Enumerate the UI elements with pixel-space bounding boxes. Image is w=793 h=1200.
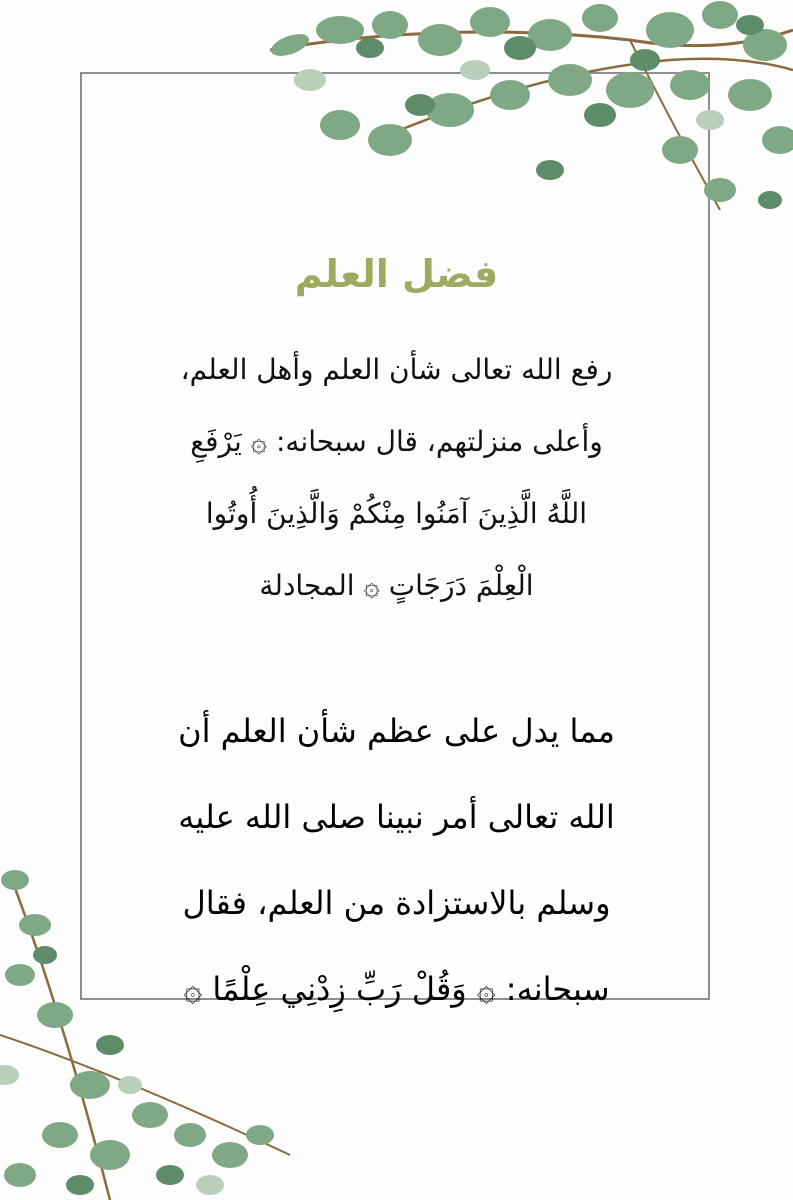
paragraph-2-line: وسلم بالاستزادة من العلم، فقال — [182, 884, 611, 922]
paragraph-1 — [95, 334, 698, 622]
paragraph-1-line: رفع الله تعالى شأن العلم وأهل العلم، — [180, 353, 613, 386]
paragraph-2 — [95, 688, 698, 1032]
paragraph-1-line: اللَّهُ الَّذِينَ آمَنُوا مِنْكُمْ وَالَّذِينَ أُوتُوا — [205, 497, 588, 530]
paragraph-2-line: مما يدل على عظم شأن العلم أن — [178, 712, 615, 750]
page-title: فضل العلم — [294, 252, 499, 296]
paragraph-2-line: الله تعالى أمر نبينا صلى الله عليه — [178, 798, 615, 836]
paragraph-1-line: وأعلى منزلتهم، قال سبحانه: ۞ يَرْفَعِ — [190, 425, 603, 458]
paragraph-2-line: سبحانه: ۞ وَقُلْ رَبِّ زِدْنِي عِلْمًا ۞ — [183, 970, 610, 1008]
paragraph-1-line: الْعِلْمَ دَرَجَاتٍ ۞ المجادلة — [259, 569, 534, 602]
